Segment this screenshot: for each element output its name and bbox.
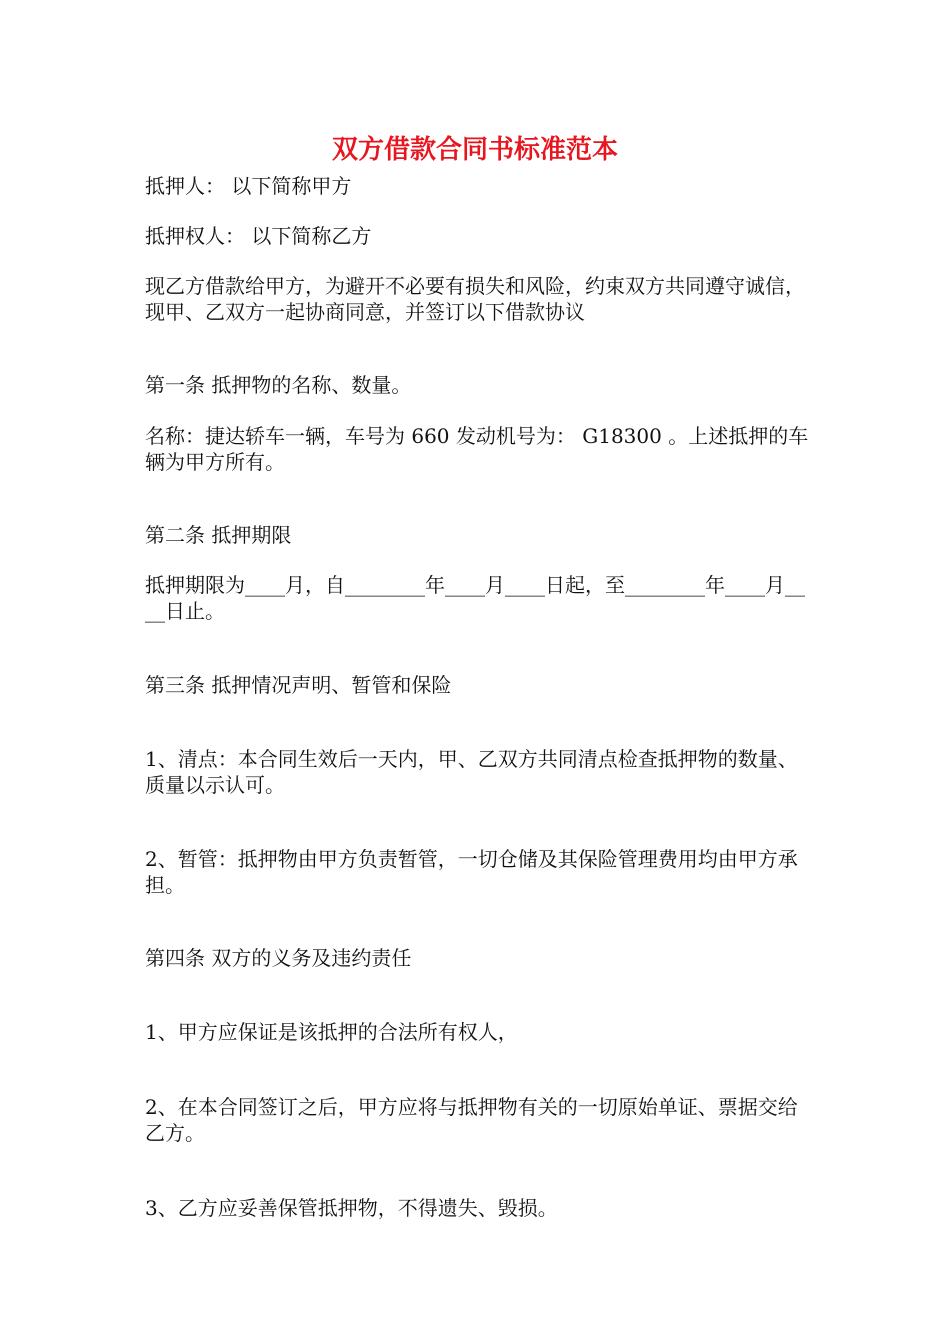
article-2-body: 抵押期限为____月，自________年____月____日起，至________年____月____日止。	[145, 573, 805, 623]
paragraph-mortgagor: 抵押人： 以下简称甲方	[145, 174, 352, 198]
article-1-body: 名称：捷达轿车一辆，车号为 660 发动机号为： G18300 。上述抵押的车辆为甲方所有。	[145, 424, 809, 474]
article-4-heading: 第四条 双方的义务及违约责任	[145, 946, 412, 970]
article-4-item-2: 2、在本合同签订之后，甲方应将与抵押物有关的一切原始单证、票据交给乙方。	[145, 1095, 798, 1145]
article-3-heading: 第三条 抵押情况声明、暂管和保险	[145, 673, 452, 697]
document-title: 双方借款合同书标准范本	[331, 135, 618, 165]
paragraph-preamble: 现乙方借款给甲方，为避开不必要有损失和风险，约束双方共同遵守诚信，现甲、乙双方一起协商同意，并签订以下借款协议	[145, 274, 805, 324]
article-4-item-3: 3、乙方应妥善保管抵押物，不得遗失、毁损。	[145, 1196, 558, 1220]
article-4-item-1: 1、甲方应保证是该抵押的合法所有权人，	[145, 1020, 518, 1044]
article-3-item-1: 1、清点：本合同生效后一天内，甲、乙双方共同清点检查抵押物的数量、质量以示认可。	[145, 747, 798, 797]
article-3-item-2: 2、暂管：抵押物由甲方负责暂管，一切仓储及其保险管理费用均由甲方承担。	[145, 847, 798, 897]
paragraph-mortgagee: 抵押权人： 以下简称乙方	[145, 224, 372, 248]
article-2-heading: 第二条 抵押期限	[145, 523, 292, 547]
article-1-heading: 第一条 抵押物的名称、数量。	[145, 373, 412, 397]
